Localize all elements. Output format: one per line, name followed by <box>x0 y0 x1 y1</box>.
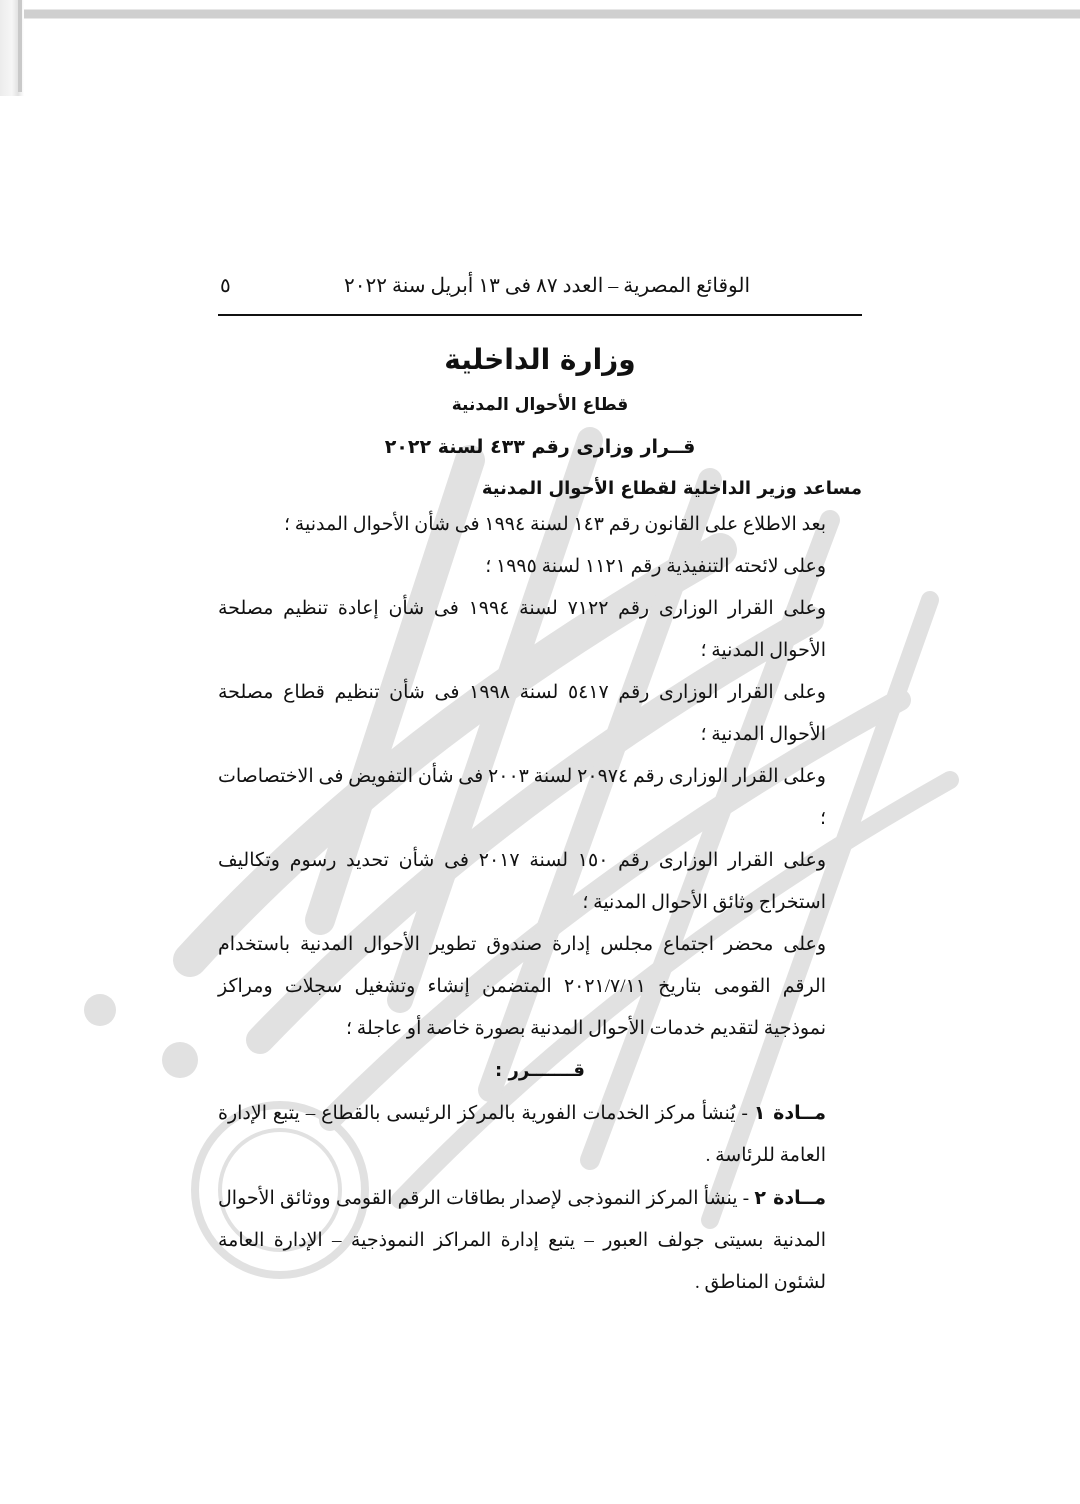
gazette-page <box>218 270 862 1304</box>
preamble-paragraph-4: وعلى القرار الوزارى رقم ٥٤١٧ لسنة ١٩٩٨ فى شأن تنظيم قطاع مصلحة الأحوال المدنية ؛ <box>218 682 826 745</box>
preamble-paragraph-3: وعلى القرار الوزارى رقم ٧١٢٢ لسنة ١٩٩٤ فى شأن إعادة تنظيم مصلحة الأحوال المدنية ؛ <box>218 598 826 661</box>
article-1-label: مــادة ١ <box>753 1102 827 1124</box>
article-2-text: - ينشأ المركز النموذجى لإصدار بطاقات الرقم القومى ووثائق الأحوال المدنية بسيتى جولف العبور – يتبع إدارة المراكز النموذجية – الإدارة العامة لشئون المناطق . <box>218 1188 826 1293</box>
preamble-paragraph-7: وعلى محضر اجتماع مجلس إدارة صندوق تطوير الأحوال المدنية باستخدام الرقم القومى بتاريخ ٢٠٢١/٧/١١ المتضمن إنشاء وتشغيل سجلات ومراكز نموذجية لتقديم خدمات الأحوال المدنية بصورة خاصة أو عاجلة ؛ <box>218 934 827 1039</box>
article-2-label: مــادة ٢ <box>754 1187 827 1209</box>
preamble-paragraph-5: وعلى القرار الوزارى رقم ٢٠٩٧٤ لسنة ٢٠٠٣ فى شأن التفويض فى الاختصاصات ؛ <box>218 766 826 829</box>
issuer-heading: مساعد وزير الداخلية لقطاع الأحوال المدنية <box>481 478 862 499</box>
ministry-heading: وزارة الداخلية <box>444 343 636 376</box>
scan-left-edge <box>0 0 24 96</box>
running-head <box>218 270 862 302</box>
header-rule <box>218 314 862 316</box>
page-number: ٥ <box>220 275 231 297</box>
article-1 <box>218 1092 862 1177</box>
decree-number-heading: قــرار وزارى رقم ٤٣٣ لسنة ٢٠٢٢ <box>384 436 696 458</box>
preamble-paragraph-1: بعد الاطلاع على القانون رقم ١٤٣ لسنة ١٩٩٤ فى شأن الأحوال المدنية ؛ <box>284 514 826 535</box>
decided-heading: قـــــــرر : <box>495 1060 585 1081</box>
article-2 <box>218 1177 862 1304</box>
preamble-paragraph-6: وعلى القرار الوزارى رقم ١٥٠ لسنة ٢٠١٧ فى شأن تحديد رسوم وتكاليف استخراج وثائق الأحوال المدنية ؛ <box>218 850 826 913</box>
gazette-issue-title: الوقائع المصرية – العدد ٨٧ فى ١٣ أبريل سنة ٢٠٢٢ <box>344 275 750 297</box>
scan-top-edge <box>0 0 1080 22</box>
preamble-paragraph-2: وعلى لائحته التنفيذية رقم ١١٢١ لسنة ١٩٩٥ ؛ <box>485 556 826 577</box>
sector-heading: قطاع الأحوال المدنية <box>451 395 629 415</box>
article-1-text: - يُنشأ مركز الخدمات الفورية بالمركز الرئيسى بالقطاع – يتبع الإدارة العامة للرئاسة . <box>218 1103 826 1166</box>
